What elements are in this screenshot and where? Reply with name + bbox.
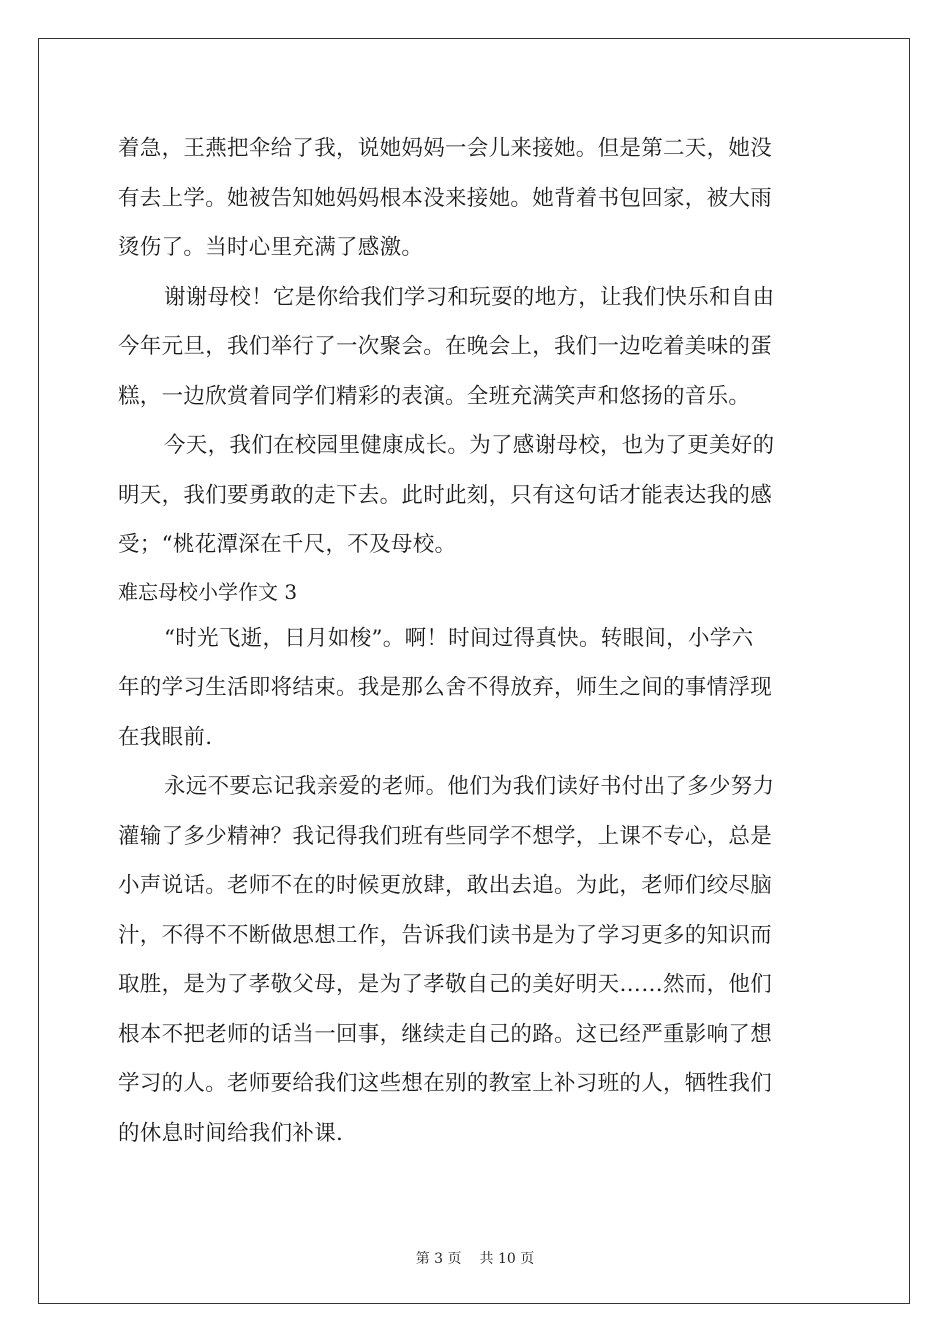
paragraph bbox=[118, 762, 834, 1158]
text-line: 取胜，是为了孝敬父母，是为了孝敬自己的美好明天……然而，他们 bbox=[118, 972, 773, 997]
text-line: “时光飞逝，日月如梭”。啊！时间过得真快。转眼间，小学六 bbox=[164, 625, 754, 651]
text-line: 的休息时间给我们补课. bbox=[118, 1120, 344, 1146]
paragraph bbox=[118, 421, 834, 570]
text-line: 汁，不得不不断做思想工作，告诉我们读书是为了学习更多的知识而 bbox=[118, 922, 773, 948]
paragraph bbox=[118, 273, 834, 422]
paragraph bbox=[118, 614, 834, 763]
text-line: 有去上学。她被告知她妈妈根本没来接她。她背着书包回家，被大雨 bbox=[118, 185, 773, 211]
text-line: 谢谢母校！它是你给我们学习和玩耍的地方，让我们快乐和自由 bbox=[164, 284, 775, 310]
page-total: 共 10 页 bbox=[479, 1251, 535, 1267]
section-heading: 难忘母校小学作文 3 bbox=[118, 579, 298, 604]
page-number: 第 3 页 bbox=[415, 1251, 462, 1267]
document-body bbox=[118, 124, 834, 1158]
text-line: 糕，一边欣赏着同学们精彩的表演。全班充满笑声和悠扬的音乐。 bbox=[118, 383, 751, 409]
text-line: 在我眼前. bbox=[118, 724, 213, 750]
text-line: 受；“桃花潭深在千尺，不及母校。 bbox=[118, 532, 457, 557]
text-line: 小声说话。老师不在的时候更放肆，敢出去追。为此，老师们绞尽脑 bbox=[118, 873, 773, 898]
text-line: 明天，我们要勇敢的走下去。此时此刻，只有这句话才能表达我的感 bbox=[118, 482, 773, 508]
page-footer bbox=[0, 1248, 950, 1268]
text-line: 今天，我们在校园里健康成长。为了感谢母校，也为了更美好的 bbox=[164, 433, 775, 458]
text-line: 永远不要忘记我亲爱的老师。他们为我们读好书付出了多少努力 bbox=[164, 774, 775, 799]
text-line: 根本不把老师的话当一回事，继续走自己的路。这已经严重影响了想 bbox=[118, 1021, 773, 1047]
text-line: 烫伤了。当时心里充满了感激。 bbox=[118, 235, 424, 260]
text-line: 学习的人。老师要给我们这些想在别的教室上补习班的人，牺牲我们 bbox=[118, 1071, 773, 1096]
paragraph bbox=[118, 124, 834, 273]
text-line: 今年元旦，我们举行了一次聚会。在晚会上，我们一边吃着美味的蛋 bbox=[118, 334, 773, 359]
text-line: 年的学习生活即将结束。我是那么舍不得放弃，师生之间的事情浮现 bbox=[118, 675, 773, 700]
text-line: 着急，王燕把伞给了我，说她妈妈一会儿来接她。但是第二天，她没 bbox=[118, 136, 773, 161]
text-line: 灌输了多少精神？我记得我们班有些同学不想学，上课不专心，总是 bbox=[118, 823, 773, 849]
